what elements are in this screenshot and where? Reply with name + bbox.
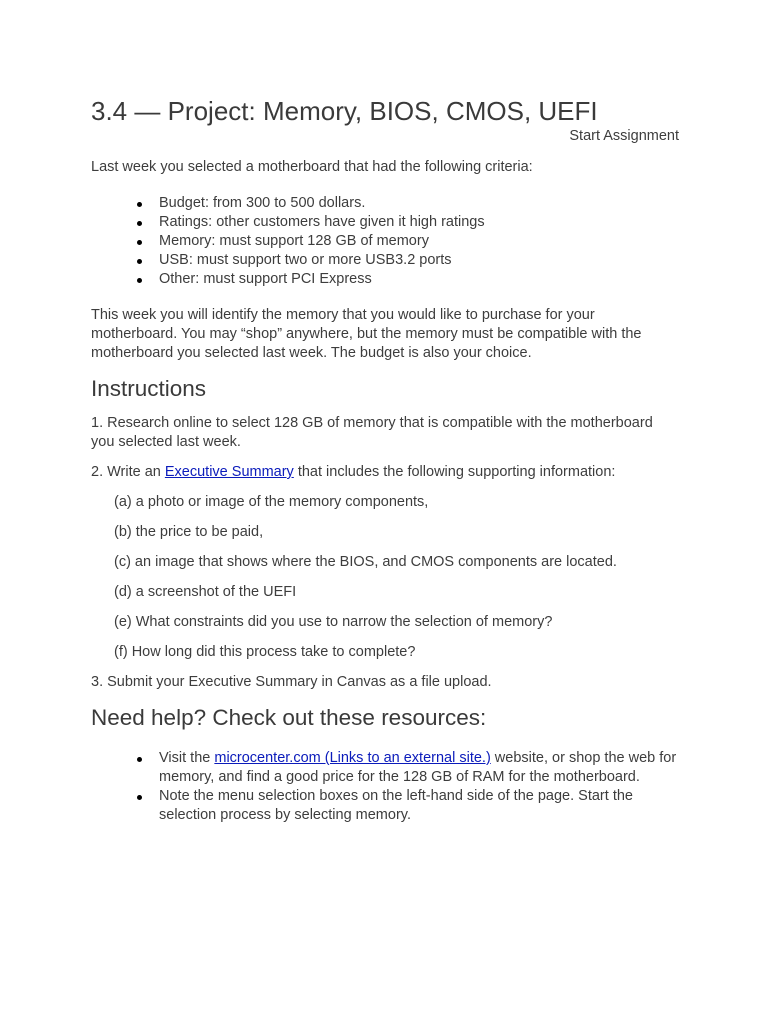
microcenter-link[interactable]: microcenter.com (Links to an external site.) [214, 750, 491, 766]
criteria-item-ratings: Ratings: other customers have given it high ratings [159, 213, 679, 232]
resource-item-microcenter [159, 749, 679, 787]
executive-summary-link[interactable]: Executive Summary [164, 464, 294, 480]
resource-1-prefix: Visit the [159, 750, 215, 766]
instruction-step-3: 3. Submit your Executive Summary in Canvas as a file upload. [91, 674, 492, 690]
sub-item-d: (d) a screenshot of the UEFI [114, 584, 297, 600]
intro-text: Last week you selected a motherboard that had the following criteria: [91, 159, 533, 175]
criteria-item-other: Other: must support PCI Express [159, 270, 679, 289]
resource-item-menu-note: Note the menu selection boxes on the left-hand side of the page. Start the selection process by selecting memory. [159, 787, 679, 825]
start-assignment-button[interactable]: Start Assignment [569, 128, 679, 144]
step-2-suffix: that includes the following supporting information: [293, 464, 616, 480]
criteria-list [91, 194, 679, 289]
sub-item-f: (f) How long did this process take to complete? [114, 644, 416, 660]
criteria-item-memory: Memory: must support 128 GB of memory [159, 232, 679, 251]
page-title: 3.4 — Project: Memory, BIOS, CMOS, UEFI [91, 96, 598, 126]
sub-item-e: (e) What constraints did you use to narrow the selection of memory? [114, 614, 553, 630]
instructions-heading: Instructions [91, 376, 207, 401]
criteria-item-budget: Budget: from 300 to 500 dollars. [159, 194, 679, 213]
resources-list [91, 749, 679, 825]
sub-item-c: (c) an image that shows where the BIOS, and CMOS components are located. [114, 554, 617, 570]
instruction-step-2 [91, 463, 679, 482]
sub-item-b: (b) the price to be paid, [114, 524, 264, 540]
sub-item-a: (a) a photo or image of the memory components, [114, 494, 429, 510]
assignment-page [91, 95, 679, 825]
step-2-prefix: 2. Write an [91, 464, 165, 480]
instruction-step-1: 1. Research online to select 128 GB of memory that is compatible with the motherboard you selected last week. [91, 415, 653, 450]
week-paragraph: This week you will identify the memory that you would like to purchase for your motherboard. You may “shop” anywhere, but the memory must be compatible with the motherboard you selected last week. The budget is also your choice. [91, 307, 642, 361]
criteria-item-usb: USB: must support two or more USB3.2 ports [159, 251, 679, 270]
resources-heading: Need help? Check out these resources: [91, 705, 487, 730]
resource-1-suffix: website, or shop the web for memory, and find a good price for the 128 GB of RAM for the motherboard. [159, 750, 677, 785]
